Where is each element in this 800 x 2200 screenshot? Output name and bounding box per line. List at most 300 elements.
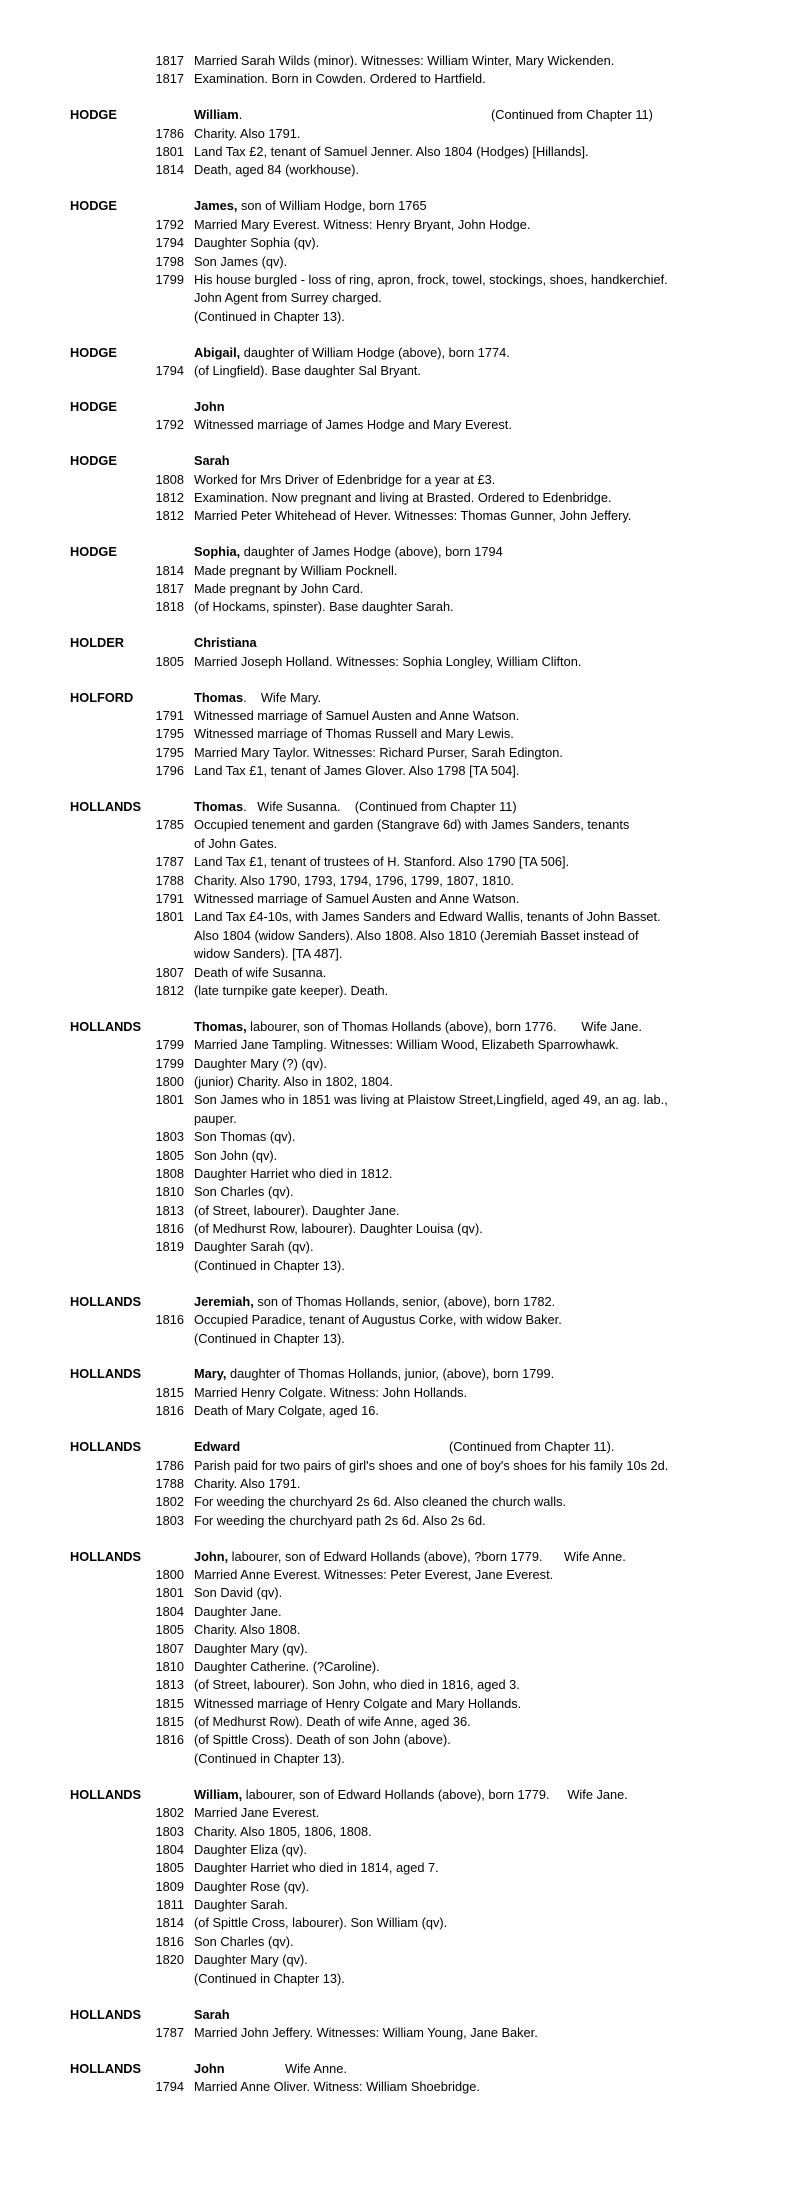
record-text: of John Gates.	[194, 835, 278, 851]
record-year: 1787	[155, 854, 184, 870]
record-year: 1786	[155, 1457, 184, 1473]
entry-heading-text	[194, 398, 225, 416]
record-year: 1805	[155, 653, 184, 669]
surname: HOLLANDS	[70, 1018, 142, 1034]
entry-header	[0, 1293, 800, 1311]
record-text: Married Jane Everest.	[194, 1805, 320, 1821]
record-line	[0, 1658, 800, 1676]
entry-header	[0, 1365, 800, 1383]
record-year: 1815	[155, 1695, 184, 1711]
entry-heading-text	[194, 1018, 642, 1036]
record-line	[0, 1073, 800, 1091]
record-text: John Agent from Surrey charged.	[194, 290, 382, 306]
record-text: widow Sanders). [TA 487].	[194, 946, 343, 962]
record-year: 1810	[155, 1184, 184, 1200]
given-name: Sarah	[194, 453, 230, 469]
record-year: 1801	[155, 1585, 184, 1601]
record-text: (of Spittle Cross, labourer). Son William (qv).	[194, 1915, 448, 1931]
record-text: (of Street, labourer). Daughter Jane.	[194, 1202, 400, 1218]
record-line	[0, 1220, 800, 1238]
entry-header	[0, 1438, 800, 1456]
record-text: (Continued in Chapter 13).	[194, 1750, 345, 1766]
record-line	[0, 308, 800, 326]
continued-note: (Continued from Chapter 11)	[491, 107, 653, 123]
record-text: Daughter Mary (qv).	[194, 1640, 308, 1656]
record-line	[0, 1512, 800, 1530]
person-entry	[0, 2060, 800, 2097]
record-text: (of Street, labourer). Son John, who died in 1816, aged 3.	[194, 1677, 520, 1693]
record-text: Death, aged 84 (workhouse).	[194, 162, 360, 178]
record-text: Daughter Catherine. (?Caroline).	[194, 1658, 380, 1674]
record-line	[0, 653, 800, 671]
person-entry	[0, 1365, 800, 1420]
entry-header	[0, 798, 800, 816]
entry-header	[0, 452, 800, 470]
record-text: Son Thomas (qv).	[194, 1129, 296, 1145]
record-year: 1818	[155, 599, 184, 615]
entry-description: son of Thomas Hollands, senior, (above), born 1782.	[253, 1293, 556, 1309]
record-year: 1788	[155, 872, 184, 888]
record-text: (of Medhurst Row). Death of wife Anne, aged 36.	[194, 1714, 471, 1730]
record-text: Married Anne Everest. Witnesses: Peter Everest, Jane Everest.	[194, 1566, 554, 1582]
record-line	[0, 725, 800, 743]
record-year: 1792	[155, 216, 184, 232]
record-year: 1794	[155, 362, 184, 378]
record-line	[0, 1823, 800, 1841]
record-year: 1791	[155, 707, 184, 723]
record-year: 1812	[155, 508, 184, 524]
given-name: Mary,	[194, 1366, 227, 1382]
record-year: 1800	[155, 1566, 184, 1582]
record-line	[0, 1896, 800, 1914]
record-text: Worked for Mrs Driver of Edenbridge for a year at £3.	[194, 471, 496, 487]
record-year: 1814	[155, 162, 184, 178]
record-text: Married Jane Tampling. Witnesses: William Wood, Elizabeth Sparrowhawk.	[194, 1037, 619, 1053]
entry-heading-text	[194, 2006, 230, 2024]
record-year: 1802	[155, 1494, 184, 1510]
person-entry	[0, 197, 800, 326]
record-line	[0, 1933, 800, 1951]
given-name: William,	[194, 1786, 243, 1802]
record-year: 1788	[155, 1475, 184, 1491]
record-line	[0, 161, 800, 179]
entry-description: daughter of Thomas Hollands, junior, (above), born 1799.	[226, 1366, 555, 1382]
record-year: 1814	[155, 562, 184, 578]
record-year: 1812	[155, 489, 184, 505]
record-year: 1815	[155, 1714, 184, 1730]
record-line	[0, 1330, 800, 1348]
entry-heading-text	[194, 634, 257, 652]
record-text: Son John (qv).	[194, 1147, 278, 1163]
record-line	[0, 1457, 800, 1475]
person-entry	[0, 398, 800, 435]
surname: HOLLANDS	[70, 799, 142, 814]
record-line	[0, 1603, 800, 1621]
given-name: Thomas	[194, 799, 244, 814]
record-year: 1816	[155, 1312, 184, 1328]
surname: HODGE	[70, 398, 117, 414]
record-line	[0, 707, 800, 725]
given-name: John	[194, 2060, 225, 2076]
person-entry	[0, 452, 800, 526]
record-line	[0, 762, 800, 780]
record-line	[0, 562, 800, 580]
given-name: Jeremiah,	[194, 1293, 254, 1309]
surname: HODGE	[70, 544, 117, 560]
entry-heading-text	[194, 1438, 240, 1456]
entry-heading-text	[194, 689, 321, 707]
record-line	[0, 253, 800, 271]
record-line	[0, 1713, 800, 1731]
given-name: John	[194, 398, 225, 414]
record-text: Made pregnant by William Pocknell.	[194, 562, 398, 578]
given-name: Sophia,	[194, 544, 241, 560]
record-year: 1801	[155, 144, 184, 160]
record-line	[0, 1640, 800, 1658]
record-line	[0, 598, 800, 616]
record-year: 1805	[155, 1622, 184, 1638]
record-line	[0, 125, 800, 143]
record-text: Land Tax £2, tenant of Samuel Jenner. Also 1804 (Hodges) [Hillands].	[194, 144, 589, 160]
record-line	[0, 471, 800, 489]
record-year: 1794	[155, 2079, 184, 2095]
surname: HODGE	[70, 344, 117, 360]
record-line	[0, 2078, 800, 2096]
record-year: 1803	[155, 1129, 184, 1145]
record-line	[0, 1804, 800, 1822]
record-year: 1819	[155, 1239, 184, 1255]
person-entry	[0, 1548, 800, 1769]
record-text: (of Spittle Cross). Death of son John (above).	[194, 1732, 451, 1748]
record-text: Witnessed marriage of Thomas Russell and Mary Lewis.	[194, 726, 514, 742]
record-line	[0, 1165, 800, 1183]
surname: HOLLANDS	[70, 2006, 142, 2022]
record-text: Death of wife Susanna.	[194, 964, 327, 980]
record-text: Land Tax £4-10s, with James Sanders and Edward Wallis, tenants of John Basset.	[194, 909, 661, 925]
entry-header	[0, 2006, 800, 2024]
entry-header	[0, 1786, 800, 1804]
record-line	[0, 1311, 800, 1329]
record-text: Occupied tenement and garden (Stangrave 6d) with James Sanders, tenants	[194, 817, 630, 833]
entry-description: son of William Hodge, born 1765	[237, 198, 427, 214]
surname: HODGE	[70, 107, 117, 123]
record-year: 1816	[155, 1732, 184, 1748]
record-line	[0, 1036, 800, 1054]
record-year: 1812	[155, 982, 184, 998]
record-year: 1785	[155, 817, 184, 833]
entry-description: . Wife Susanna. (Continued from Chapter 11)	[243, 799, 517, 814]
entry-description: .	[238, 107, 243, 123]
record-year: 1816	[155, 1403, 184, 1419]
surname: HODGE	[70, 198, 117, 214]
entry-header	[0, 1548, 800, 1566]
record-year: 1815	[155, 1384, 184, 1400]
record-line	[0, 271, 800, 289]
record-text: Daughter Harriet who died in 1812.	[194, 1165, 393, 1181]
record-text: Charity. Also 1791.	[194, 1475, 301, 1491]
record-year: 1817	[155, 580, 184, 596]
record-line	[0, 1878, 800, 1896]
record-text: Son Charles (qv).	[194, 1933, 294, 1949]
record-text: Married Joseph Holland. Witnesses: Sophia Longley, William Clifton.	[194, 653, 582, 669]
record-line	[0, 908, 800, 926]
record-year: 1799	[155, 1055, 184, 1071]
record-text: Married Sarah Wilds (minor). Witnesses: William Winter, Mary Wickenden.	[194, 53, 615, 68]
record-year: 1811	[156, 1897, 184, 1913]
given-name: James,	[194, 198, 238, 214]
record-year: 1807	[155, 964, 184, 980]
record-text: Death of Mary Colgate, aged 16.	[194, 1403, 379, 1419]
record-text: Land Tax £1, tenant of trustees of H. Stanford. Also 1790 [TA 506].	[194, 854, 570, 870]
record-line	[0, 1731, 800, 1749]
record-text: Daughter Sarah.	[194, 1897, 288, 1913]
record-line	[0, 744, 800, 762]
given-name: Abigail,	[194, 344, 241, 360]
record-text: (junior) Charity. Also in 1802, 1804.	[194, 1073, 393, 1089]
record-line	[0, 1183, 800, 1201]
record-text: (Continued in Chapter 13).	[194, 1257, 345, 1273]
record-year: 1802	[155, 1805, 184, 1821]
record-text: (late turnpike gate keeper). Death.	[194, 982, 389, 998]
record-line	[0, 1475, 800, 1493]
record-line	[0, 416, 800, 434]
entry-header	[0, 1018, 800, 1036]
entry-header	[0, 398, 800, 416]
record-text: (Continued in Chapter 13).	[194, 1970, 345, 1986]
continued-note: (Continued from Chapter 11).	[449, 1439, 615, 1455]
record-year: 1803	[155, 1512, 184, 1528]
record-line	[0, 1970, 800, 1988]
record-text: Occupied Paradice, tenant of Augustus Corke, with widow Baker.	[194, 1312, 562, 1328]
person-entry	[0, 543, 800, 617]
person-entry	[0, 2006, 800, 2043]
surname: HOLLANDS	[70, 1366, 142, 1382]
record-line	[0, 1202, 800, 1220]
record-year: 1792	[155, 417, 184, 433]
entry-description: labourer, son of Thomas Hollands (above), born 1776. Wife Jane.	[246, 1018, 642, 1034]
record-text: For weeding the churchyard path 2s 6d. Also 2s 6d.	[194, 1512, 486, 1528]
record-line	[0, 1055, 800, 1073]
person-entry	[0, 52, 800, 89]
record-text: Witnessed marriage of Samuel Austen and Anne Watson.	[194, 707, 520, 723]
person-entry	[0, 1438, 800, 1530]
record-line	[0, 234, 800, 252]
record-text: Daughter Jane.	[194, 1603, 282, 1619]
entry-header	[0, 689, 800, 707]
person-entry	[0, 634, 800, 671]
given-name: Sarah	[194, 2006, 230, 2022]
record-year: 1801	[155, 1092, 184, 1108]
surname: HOLFORD	[70, 689, 134, 705]
surname: HOLDER	[70, 635, 125, 651]
record-text: Daughter Harriet who died in 1814, aged 7.	[194, 1860, 439, 1876]
given-name: Thomas,	[194, 1018, 247, 1034]
surname: HOLLANDS	[70, 1548, 142, 1564]
person-entry	[0, 798, 800, 1000]
record-year: 1813	[155, 1202, 184, 1218]
record-year: 1817	[155, 71, 184, 87]
record-text: Charity. Also 1808.	[194, 1622, 301, 1638]
record-line	[0, 1914, 800, 1932]
record-year: 1791	[155, 890, 184, 906]
entry-heading-text	[194, 1365, 554, 1383]
record-line	[0, 816, 800, 834]
record-line	[0, 835, 800, 853]
record-text: Son David (qv).	[194, 1585, 283, 1601]
record-line	[0, 1147, 800, 1165]
surname: HOLLANDS	[70, 1439, 142, 1455]
entry-heading-text	[194, 1786, 628, 1804]
record-text: Son Charles (qv).	[194, 1184, 294, 1200]
record-text: Charity. Also 1791.	[194, 125, 301, 141]
entry-heading-text	[194, 1293, 555, 1311]
given-name: John,	[194, 1548, 229, 1564]
person-entry	[0, 344, 800, 381]
entry-heading-text	[194, 1548, 626, 1566]
record-text: Witnessed marriage of Samuel Austen and Anne Watson.	[194, 890, 520, 906]
record-year: 1798	[155, 253, 184, 269]
entry-description: Wife Anne.	[224, 2060, 347, 2076]
record-text: Son James (qv).	[194, 253, 288, 269]
surname: HODGE	[70, 453, 117, 469]
record-line	[0, 70, 800, 88]
record-text: Son James who in 1851 was living at Plaistow Street,Lingfield, aged 49, an ag. lab.,	[194, 1092, 668, 1108]
record-year: 1799	[155, 271, 184, 287]
record-line	[0, 1257, 800, 1275]
record-text: Charity. Also 1805, 1806, 1808.	[194, 1823, 372, 1839]
record-text: pauper.	[194, 1110, 237, 1126]
record-year: 1795	[155, 744, 184, 760]
record-text: (of Medhurst Row, labourer). Daughter Louisa (qv).	[194, 1221, 483, 1237]
entry-heading-text	[194, 543, 503, 561]
record-line	[0, 853, 800, 871]
record-year: 1805	[155, 1860, 184, 1876]
record-year: 1800	[155, 1073, 184, 1089]
record-text: Married Henry Colgate. Witness: John Hollands.	[194, 1384, 468, 1400]
record-text: Examination. Now pregnant and living at Brasted. Ordered to Edenbridge.	[194, 489, 612, 505]
record-line	[0, 1091, 800, 1109]
person-entry	[0, 106, 800, 180]
entry-heading-text	[194, 798, 517, 816]
entry-heading-text	[194, 452, 230, 470]
record-line	[0, 507, 800, 525]
record-year: 1807	[155, 1640, 184, 1656]
record-year: 1808	[155, 1165, 184, 1181]
record-line	[0, 1750, 800, 1768]
record-year: 1820	[155, 1952, 184, 1968]
entry-header	[0, 543, 800, 561]
record-text: Examination. Born in Cowden. Ordered to Hartfield.	[194, 71, 486, 87]
record-year: 1814	[155, 1915, 184, 1931]
record-year: 1804	[155, 1841, 184, 1857]
record-line	[0, 1621, 800, 1639]
record-text: Daughter Mary (?) (qv).	[194, 1055, 327, 1071]
record-line	[0, 1584, 800, 1602]
record-text: Married Mary Everest. Witness: Henry Bryant, John Hodge.	[194, 216, 531, 232]
record-line	[0, 52, 800, 70]
record-line	[0, 1841, 800, 1859]
person-entry	[0, 689, 800, 781]
person-entry	[0, 1293, 800, 1348]
person-entry	[0, 1018, 800, 1275]
record-line	[0, 1402, 800, 1420]
record-line	[0, 1951, 800, 1969]
record-text: Married John Jeffery. Witnesses: William Young, Jane Baker.	[194, 2024, 538, 2040]
record-line	[0, 1493, 800, 1511]
record-line	[0, 143, 800, 161]
entry-description: labourer, son of Edward Hollands (above), born 1779. Wife Jane.	[242, 1786, 628, 1802]
record-line	[0, 1110, 800, 1128]
record-year: 1787	[155, 2024, 184, 2040]
record-line	[0, 872, 800, 890]
record-text: Witnessed marriage of Henry Colgate and Mary Hollands.	[194, 1695, 522, 1711]
record-year: 1809	[155, 1878, 184, 1894]
record-year: 1801	[155, 909, 184, 925]
record-year: 1817	[155, 53, 184, 68]
record-year: 1796	[155, 763, 184, 779]
given-name: Thomas	[194, 689, 244, 705]
record-text: Also 1804 (widow Sanders). Also 1808. Also 1810 (Jeremiah Basset instead of	[194, 927, 639, 943]
record-year: 1816	[155, 1933, 184, 1949]
record-text: Land Tax £1, tenant of James Glover. Also 1798 [TA 504].	[194, 763, 520, 779]
record-text: Daughter Mary (qv).	[194, 1952, 308, 1968]
given-name: Christiana	[194, 635, 257, 651]
record-year: 1813	[155, 1677, 184, 1693]
record-year: 1794	[155, 235, 184, 251]
record-year: 1803	[155, 1823, 184, 1839]
entry-description: daughter of William Hodge (above), born 1774.	[240, 344, 510, 360]
record-year: 1786	[155, 125, 184, 141]
record-text: For weeding the churchyard 2s 6d. Also cleaned the church walls.	[194, 1494, 567, 1510]
entry-header	[0, 634, 800, 652]
record-line	[0, 362, 800, 380]
record-line	[0, 1128, 800, 1146]
record-text: Daughter Sarah (qv).	[194, 1239, 314, 1255]
entry-header	[0, 106, 800, 124]
record-year: 1816	[155, 1221, 184, 1237]
record-line	[0, 1676, 800, 1694]
record-text: Married Peter Whitehead of Hever. Witnesses: Thomas Gunner, John Jeffery.	[194, 508, 632, 524]
record-year: 1808	[155, 471, 184, 487]
record-line	[0, 489, 800, 507]
record-line	[0, 1859, 800, 1877]
record-text: Witnessed marriage of James Hodge and Mary Everest.	[194, 417, 512, 433]
record-year: 1804	[155, 1603, 184, 1619]
surname: HOLLANDS	[70, 2060, 142, 2076]
given-name: William	[194, 107, 239, 123]
entry-heading-text	[194, 2060, 347, 2078]
record-text: Daughter Sophia (qv).	[194, 235, 320, 251]
record-year: 1805	[155, 1147, 184, 1163]
record-line	[0, 2024, 800, 2042]
record-text: Daughter Eliza (qv).	[194, 1841, 308, 1857]
surname: HOLLANDS	[70, 1293, 142, 1309]
entry-header	[0, 197, 800, 215]
record-line	[0, 580, 800, 598]
record-line	[0, 1566, 800, 1584]
given-name: Edward	[194, 1439, 241, 1455]
entry-description: daughter of James Hodge (above), born 1794	[240, 544, 503, 560]
record-line	[0, 1384, 800, 1402]
record-line	[0, 927, 800, 945]
record-line	[0, 964, 800, 982]
record-text: (Continued in Chapter 13).	[194, 308, 345, 324]
record-line	[0, 982, 800, 1000]
record-text: (of Lingfield). Base daughter Sal Bryant.	[194, 362, 421, 378]
record-line	[0, 890, 800, 908]
entry-description: . Wife Mary.	[243, 689, 322, 705]
record-text: Daughter Rose (qv).	[194, 1878, 310, 1894]
